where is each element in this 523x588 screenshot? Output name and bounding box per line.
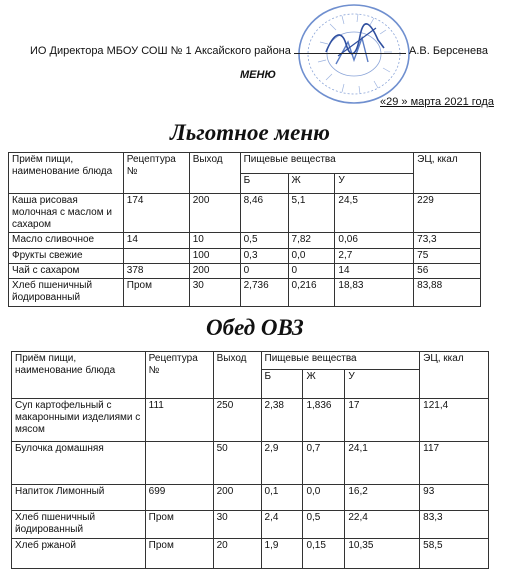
cell-recipe: [145, 442, 213, 485]
cell-u: 18,83: [335, 279, 414, 307]
cell-name: Булочка домашняя: [12, 442, 146, 485]
cell-name: Суп картофельный с макаронными изделиями с мясом: [12, 399, 146, 442]
cell-zh: 0,5: [303, 511, 345, 539]
cell-b: 2,9: [261, 442, 303, 485]
header-u: У: [335, 174, 414, 194]
cell-energy: 83,3: [420, 511, 489, 539]
cell-recipe: Пром: [145, 539, 213, 569]
cell-output: 20: [213, 539, 261, 569]
cell-zh: 0,15: [303, 539, 345, 569]
cell-output: 200: [189, 194, 240, 233]
cell-b: 0,1: [261, 485, 303, 511]
cell-output: 10: [189, 233, 240, 249]
table-row: [12, 539, 489, 569]
cell-u: 22,4: [345, 511, 420, 539]
header-meal: Приём пищи, наименование блюда: [9, 153, 124, 194]
cell-b: 8,46: [240, 194, 288, 233]
cell-energy: 83,88: [414, 279, 481, 307]
cell-u: 2,7: [335, 249, 414, 264]
cell-recipe: Пром: [145, 511, 213, 539]
table1-title: Льготное меню: [170, 120, 330, 145]
cell-output: 50: [213, 442, 261, 485]
director-position: ИО Директора МБОУ СОШ № 1 Аксайского района: [30, 45, 291, 57]
header-energy: ЭЦ, ккал: [420, 352, 489, 399]
table-row: [12, 442, 489, 485]
cell-b: 1,9: [261, 539, 303, 569]
cell-output: 200: [213, 485, 261, 511]
cell-b: 0,5: [240, 233, 288, 249]
cell-zh: 5,1: [288, 194, 335, 233]
cell-name: Хлеб пшеничный йодированный: [12, 511, 146, 539]
cell-name: Хлеб ржаной: [12, 539, 146, 569]
cell-u: 10,35: [345, 539, 420, 569]
cell-b: 0: [240, 264, 288, 279]
date-month-year: марта 2021 года: [407, 96, 494, 108]
cell-recipe: Пром: [123, 279, 189, 307]
cell-zh: 1,836: [303, 399, 345, 442]
table-row: [12, 399, 489, 442]
cell-name: Фрукты свежие: [9, 249, 124, 264]
header-output: Выход: [189, 153, 240, 194]
table-row: [9, 264, 481, 279]
cell-zh: 0,0: [288, 249, 335, 264]
header-recipe: Рецептура №: [123, 153, 189, 194]
table-row: [9, 279, 481, 307]
cell-output: 250: [213, 399, 261, 442]
cell-output: 30: [213, 511, 261, 539]
cell-zh: 0,0: [303, 485, 345, 511]
cell-u: 0,06: [335, 233, 414, 249]
cell-name: Напиток Лимонный: [12, 485, 146, 511]
cell-energy: 121,4: [420, 399, 489, 442]
cell-name: Каша рисовая молочная с маслом и сахаром: [9, 194, 124, 233]
cell-zh: 0,7: [303, 442, 345, 485]
cell-output: 200: [189, 264, 240, 279]
cell-energy: 229: [414, 194, 481, 233]
table-header-row: [9, 153, 481, 174]
cell-recipe: 111: [145, 399, 213, 442]
header-u: У: [345, 370, 420, 399]
menu-table-2: [11, 351, 489, 569]
table-row: [12, 511, 489, 539]
cell-output: 30: [189, 279, 240, 307]
cell-energy: 58,5: [420, 539, 489, 569]
header-nutrients: Пищевые вещества: [261, 352, 420, 370]
cell-name: Масло сливочное: [9, 233, 124, 249]
cell-u: 17: [345, 399, 420, 442]
table-row: [9, 194, 481, 233]
cell-u: 24,1: [345, 442, 420, 485]
header-recipe: Рецептура №: [145, 352, 213, 399]
header-zh: Ж: [288, 174, 335, 194]
header-zh: Ж: [303, 370, 345, 399]
cell-energy: 73,3: [414, 233, 481, 249]
table-row: [9, 233, 481, 249]
table-header-row: [12, 352, 489, 370]
cell-b: 0,3: [240, 249, 288, 264]
cell-u: 24,5: [335, 194, 414, 233]
header-meal: Приём пищи, наименование блюда: [12, 352, 146, 399]
signature-blank: [294, 44, 406, 54]
cell-b: 2,38: [261, 399, 303, 442]
header-output: Выход: [213, 352, 261, 399]
cell-recipe: 699: [145, 485, 213, 511]
cell-output: 100: [189, 249, 240, 264]
cell-name: Чай с сахаром: [9, 264, 124, 279]
table-row: [9, 249, 481, 264]
cell-name: Хлеб пшеничный йодированный: [9, 279, 124, 307]
table-row: [12, 485, 489, 511]
cell-u: 14: [335, 264, 414, 279]
cell-recipe: 174: [123, 194, 189, 233]
header-b: Б: [261, 370, 303, 399]
cell-zh: 7,82: [288, 233, 335, 249]
header-energy: ЭЦ, ккал: [414, 153, 481, 194]
header-nutrients: Пищевые вещества: [240, 153, 414, 174]
cell-zh: 0,216: [288, 279, 335, 307]
cell-recipe: [123, 249, 189, 264]
date-day: «29 »: [380, 96, 408, 108]
cell-u: 16,2: [345, 485, 420, 511]
header-b: Б: [240, 174, 288, 194]
table2-title: Обед ОВЗ: [206, 315, 304, 340]
cell-energy: 117: [420, 442, 489, 485]
cell-energy: 75: [414, 249, 481, 264]
cell-energy: 56: [414, 264, 481, 279]
cell-zh: 0: [288, 264, 335, 279]
approval-line: [30, 44, 488, 57]
document-label: МЕНЮ: [240, 69, 276, 81]
cell-recipe: 378: [123, 264, 189, 279]
menu-table-1: [8, 152, 481, 307]
cell-b: 2,736: [240, 279, 288, 307]
approval-date: [380, 96, 494, 108]
director-name: А.В. Берсенева: [409, 45, 488, 57]
cell-recipe: 14: [123, 233, 189, 249]
cell-energy: 93: [420, 485, 489, 511]
cell-b: 2,4: [261, 511, 303, 539]
